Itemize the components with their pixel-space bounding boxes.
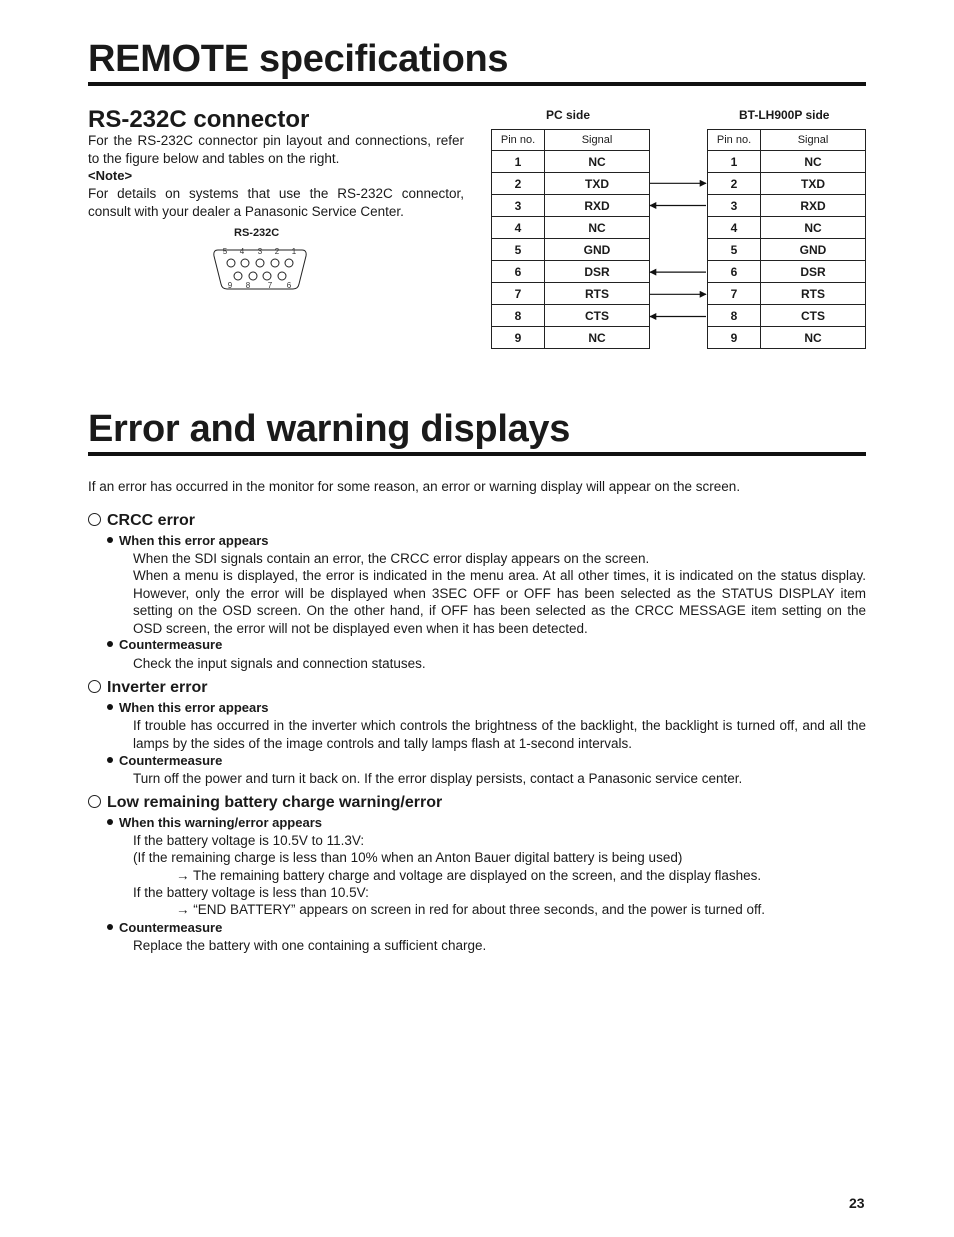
- crcc-countermeasure-label-text: Countermeasure: [119, 637, 223, 652]
- circle-bullet-icon: [88, 680, 101, 693]
- pin-hole: [227, 259, 235, 267]
- battery-countermeasure-label: [107, 920, 222, 935]
- battery-warning-heading: [88, 794, 442, 812]
- pin-no-cell: 4: [492, 217, 545, 239]
- signal-cell: GND: [545, 239, 650, 261]
- remote-specifications-title: REMOTE specifications: [88, 38, 866, 86]
- crcc-when-label: [107, 533, 269, 548]
- signal-cell: RXD: [545, 195, 650, 217]
- battery-when-label: [107, 815, 322, 830]
- connector-label: RS-232C: [234, 227, 280, 239]
- battery-when-label-text: When this warning/error appears: [119, 815, 322, 830]
- table-row: [492, 195, 650, 217]
- table-row: [708, 217, 866, 239]
- battery-line-3: → The remaining battery charge and voltage are displayed on the screen, and the display flashes.: [176, 868, 762, 883]
- pin-hole: [285, 259, 293, 267]
- signal-cell: NC: [761, 217, 866, 239]
- wiring-arrows-diagram: [649, 150, 709, 350]
- pin-hole: [271, 259, 279, 267]
- signal-cell: TXD: [761, 173, 866, 195]
- column-header-pin: Pin no.: [492, 130, 545, 151]
- bullet-dot-icon: [107, 819, 113, 825]
- signal-cell: GND: [761, 239, 866, 261]
- inverter-when-label: [107, 700, 269, 715]
- pin-no-cell: 9: [492, 327, 545, 349]
- inverter-countermeasure-label: [107, 753, 222, 768]
- pin-no-cell: 3: [708, 195, 761, 217]
- pin-number: 9: [227, 281, 233, 290]
- pin-number: 6: [286, 281, 292, 290]
- pin-no-cell: 8: [708, 305, 761, 327]
- pin-hole: [278, 272, 286, 280]
- inverter-countermeasure-label-text: Countermeasure: [119, 753, 223, 768]
- signal-cell: NC: [545, 217, 650, 239]
- pin-hole: [249, 272, 257, 280]
- pin-number: 5: [222, 247, 228, 256]
- signal-cell: CTS: [761, 305, 866, 327]
- bullet-dot-icon: [107, 641, 113, 647]
- pin-number: 2: [274, 247, 280, 256]
- pin-no-cell: 1: [708, 151, 761, 173]
- crcc-countermeasure-label: [107, 637, 222, 652]
- table-row: [492, 151, 650, 173]
- pin-hole: [256, 259, 264, 267]
- circle-bullet-icon: [88, 513, 101, 526]
- table-row: [492, 327, 650, 349]
- signal-cell: TXD: [545, 173, 650, 195]
- inverter-when-text: If trouble has occurred in the inverter which controls the brightness of the backlight, the backlight is turned off, and all the lamps by the sides of the image controls and tally lamps flash at 1-second intervals.: [133, 718, 866, 751]
- crcc-error-heading: [88, 512, 195, 530]
- error-intro-text: If an error has occurred in the monitor for some reason, an error or warning display will appear on the screen.: [88, 479, 741, 494]
- table-row: [492, 305, 650, 327]
- table-row: [708, 305, 866, 327]
- rs232c-intro-text: For the RS-232C connector pin layout and connections, refer to the figure below and tables on the right.: [88, 133, 464, 166]
- bt-side-pin-table: [707, 129, 866, 349]
- inverter-when-label-text: When this error appears: [119, 700, 269, 715]
- battery-line-1: If the battery voltage is 10.5V to 11.3V:: [133, 833, 365, 848]
- pin-no-cell: 7: [492, 283, 545, 305]
- signal-cell: DSR: [761, 261, 866, 283]
- crcc-when-text-2: When a menu is displayed, the error is indicated in the menu area. At all other times, it is indicated on the status display. However, only the error will be displayed when 3SEC OFF or OFF has been selected as the STATUS DISPLAY item setting on the OSD screen. On the other hand, if OFF has been selected as the CRCC MESSAGE item setting on the OSD screen, the error will not be displayed even when it has been detected.: [133, 568, 866, 636]
- battery-countermeasure-label-text: Countermeasure: [119, 920, 223, 935]
- bullet-dot-icon: [107, 537, 113, 543]
- pin-no-cell: 2: [708, 173, 761, 195]
- column-header-pin: Pin no.: [708, 130, 761, 151]
- table-row: [708, 327, 866, 349]
- table-row: [708, 195, 866, 217]
- bullet-dot-icon: [107, 924, 113, 930]
- table-row: [492, 283, 650, 305]
- signal-cell: RTS: [545, 283, 650, 305]
- pin-no-cell: 5: [708, 239, 761, 261]
- crcc-when-text-1: When the SDI signals contain an error, the CRCC error display appears on the screen.: [133, 551, 650, 566]
- pin-number: 1: [291, 247, 297, 256]
- note-text: For details on systems that use the RS-232C connector, consult with your dealer a Panasonic Service Center.: [88, 186, 464, 219]
- battery-heading-text: Low remaining battery charge warning/error: [107, 794, 443, 811]
- pin-no-cell: 2: [492, 173, 545, 195]
- bt-side-title: BT-LH900P side: [739, 108, 830, 122]
- pin-no-cell: 9: [708, 327, 761, 349]
- pin-no-cell: 7: [708, 283, 761, 305]
- table-row: [492, 173, 650, 195]
- inverter-error-heading: [88, 679, 208, 697]
- pc-side-pin-table: [491, 129, 650, 349]
- signal-cell: NC: [545, 151, 650, 173]
- pin-hole: [234, 272, 242, 280]
- pin-number: 8: [245, 281, 251, 290]
- signal-cell: NC: [545, 327, 650, 349]
- pin-hole: [241, 259, 249, 267]
- pin-no-cell: 6: [708, 261, 761, 283]
- rs232c-connector-diagram: [210, 244, 310, 294]
- crcc-countermeasure-text: Check the input signals and connection statuses.: [133, 656, 426, 671]
- table-row: [492, 261, 650, 283]
- pin-no-cell: 6: [492, 261, 545, 283]
- column-header-signal: Signal: [545, 130, 650, 151]
- page-number: 23: [849, 1195, 865, 1211]
- pin-hole: [263, 272, 271, 280]
- signal-cell: DSR: [545, 261, 650, 283]
- crcc-when-label-text: When this error appears: [119, 533, 269, 548]
- note-label: <Note>: [88, 168, 133, 183]
- error-warning-title: Error and warning displays: [88, 408, 866, 456]
- battery-line-2: (If the remaining charge is less than 10% when an Anton Bauer digital battery is being used): [133, 850, 683, 865]
- signal-cell: NC: [761, 151, 866, 173]
- pin-no-cell: 5: [492, 239, 545, 261]
- bullet-dot-icon: [107, 704, 113, 710]
- pin-no-cell: 3: [492, 195, 545, 217]
- pin-no-cell: 4: [708, 217, 761, 239]
- battery-countermeasure-text: Replace the battery with one containing a sufficient charge.: [133, 938, 487, 953]
- inverter-countermeasure-text: Turn off the power and turn it back on. If the error display persists, contact a Panasonic service center.: [133, 771, 743, 786]
- table-row: [708, 261, 866, 283]
- pin-number: 4: [239, 247, 245, 256]
- table-header-row: [708, 130, 866, 151]
- crcc-heading-text: CRCC error: [107, 512, 196, 529]
- inverter-heading-text: Inverter error: [107, 679, 208, 696]
- battery-line-4: If the battery voltage is less than 10.5V:: [133, 885, 369, 900]
- table-row: [708, 173, 866, 195]
- signal-cell: RTS: [761, 283, 866, 305]
- table-row: [708, 283, 866, 305]
- table-row: [492, 217, 650, 239]
- table-row: [492, 239, 650, 261]
- signal-cell: NC: [761, 327, 866, 349]
- pin-no-cell: 8: [492, 305, 545, 327]
- table-header-row: [492, 130, 650, 151]
- rs232c-connector-heading: RS-232C connector: [88, 106, 310, 133]
- table-row: [708, 151, 866, 173]
- bullet-dot-icon: [107, 757, 113, 763]
- pin-number: 3: [257, 247, 263, 256]
- battery-line-5: → “END BATTERY” appears on screen in red for about three seconds, and the power is turned off.: [176, 902, 766, 917]
- column-header-signal: Signal: [761, 130, 866, 151]
- table-row: [708, 239, 866, 261]
- pin-no-cell: 1: [492, 151, 545, 173]
- signal-cell: CTS: [545, 305, 650, 327]
- pc-side-title: PC side: [546, 108, 591, 122]
- circle-bullet-icon: [88, 795, 101, 808]
- signal-cell: RXD: [761, 195, 866, 217]
- pin-number: 7: [267, 281, 273, 290]
